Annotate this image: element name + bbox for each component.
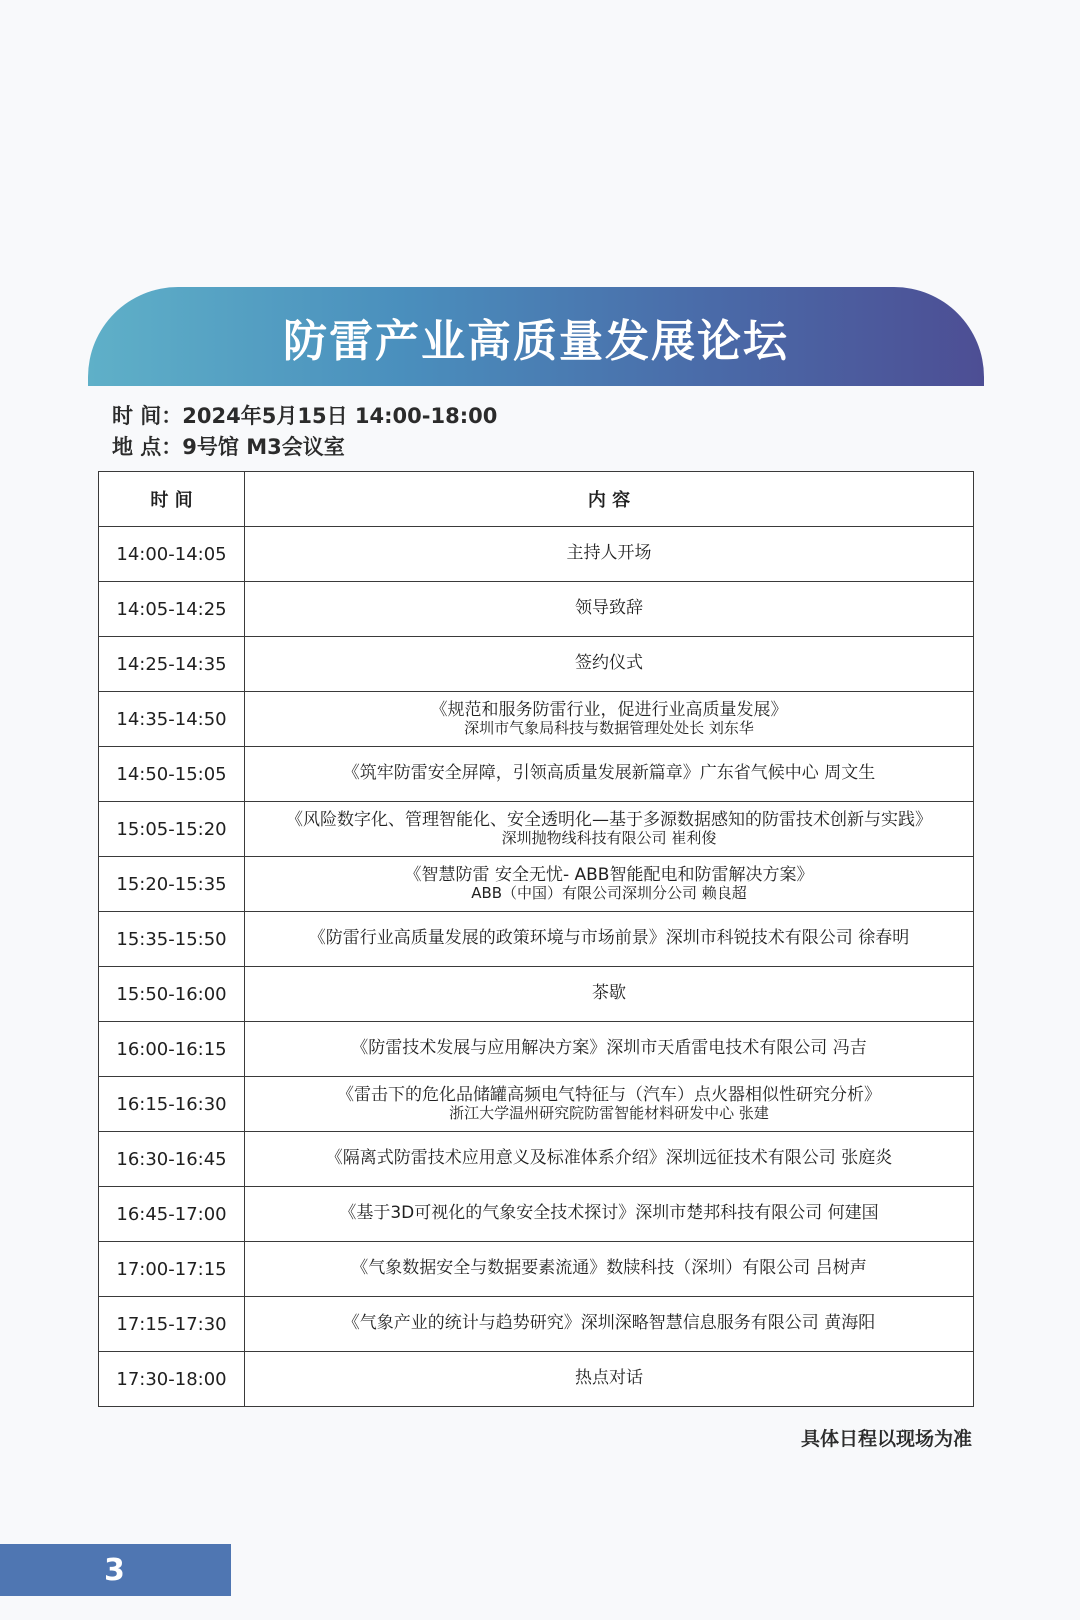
event-time: 时 间：2024年5月15日 14:00-18:00 (112, 404, 498, 428)
table-row (99, 747, 974, 802)
row-content (245, 747, 974, 802)
row-content (245, 527, 974, 582)
row-content-sub: 深圳抛物线科技有限公司 崔利俊 (501, 829, 717, 848)
row-time: 17:00-17:15 (99, 1242, 245, 1297)
table-row (99, 637, 974, 692)
row-time: 14:35-14:50 (99, 692, 245, 747)
table-row (99, 802, 974, 857)
row-content-sub: 深圳市气象局科技与数据管理处处长 刘东华 (464, 719, 754, 738)
row-time: 15:35-15:50 (99, 912, 245, 967)
row-time: 14:05-14:25 (99, 582, 245, 637)
row-content (245, 692, 974, 747)
row-time: 14:00-14:05 (99, 527, 245, 582)
row-content-main: 茶歇 (592, 983, 626, 1004)
event-place: 地 点：9号馆 M3会议室 (112, 435, 345, 459)
table-row (99, 1297, 974, 1352)
table-row (99, 912, 974, 967)
row-content (245, 1077, 974, 1132)
row-time: 17:15-17:30 (99, 1297, 245, 1352)
row-content-main: 领导致辞 (575, 598, 643, 619)
forum-title-banner (88, 287, 984, 386)
row-content-main: 《智慧防雷 安全无忧- ABB智能配电和防雷解决方案》 (404, 864, 814, 885)
row-time: 16:45-17:00 (99, 1187, 245, 1242)
row-time: 17:30-18:00 (99, 1352, 245, 1407)
row-content (245, 1352, 974, 1407)
row-content-main: 《规范和服务防雷行业，促进行业高质量发展》 (430, 699, 788, 720)
row-content-main: 《防雷技术发展与应用解决方案》深圳市天盾雷电技术有限公司 冯吉 (351, 1038, 867, 1059)
row-content (245, 637, 974, 692)
table-row (99, 1022, 974, 1077)
row-time: 15:50-16:00 (99, 967, 245, 1022)
row-content-main: 《筑牢防雷安全屏障，引领高质量发展新篇章》广东省气候中心 周文生 (342, 763, 876, 784)
table-row (99, 967, 974, 1022)
table-row (99, 692, 974, 747)
header-time: 时 间 (99, 472, 245, 527)
row-content (245, 1132, 974, 1187)
row-time: 14:50-15:05 (99, 747, 245, 802)
header-content: 内 容 (245, 472, 974, 527)
page-number-tab (0, 1544, 231, 1596)
table-row (99, 1187, 974, 1242)
table-header-row (99, 472, 974, 527)
row-content-main: 《气象数据安全与数据要素流通》数牍科技（深圳）有限公司 吕树声 (351, 1258, 867, 1279)
row-content (245, 1297, 974, 1352)
row-time: 16:30-16:45 (99, 1132, 245, 1187)
row-content-main: 热点对话 (575, 1368, 643, 1389)
row-time: 15:20-15:35 (99, 857, 245, 912)
row-content-main: 《雷击下的危化品储罐高频电气特征与（汽车）点火器相似性研究分析》 (337, 1084, 881, 1105)
row-time: 16:15-16:30 (99, 1077, 245, 1132)
table-row (99, 1077, 974, 1132)
table-row (99, 582, 974, 637)
table-row (99, 1352, 974, 1407)
row-content-main: 签约仪式 (575, 653, 643, 674)
table-row (99, 1132, 974, 1187)
row-content-main: 《基于3D可视化的气象安全技术探讨》深圳市楚邦科技有限公司 何建国 (339, 1203, 879, 1224)
row-content-main: 《隔离式防雷技术应用意义及标准体系介绍》深圳远征技术有限公司 张庭炎 (325, 1148, 893, 1169)
page-number: 3 (104, 1552, 125, 1588)
row-content (245, 1187, 974, 1242)
row-time: 16:00-16:15 (99, 1022, 245, 1077)
row-content-sub: ABB（中国）有限公司深圳分公司 赖良超 (471, 884, 747, 903)
schedule-note: 具体日程以现场为准 (800, 1428, 972, 1450)
forum-title: 防雷产业高质量发展论坛 (283, 315, 789, 367)
schedule-table (98, 471, 974, 1407)
row-content-main: 《风险数字化、管理智能化、安全透明化—基于多源数据感知的防雷技术创新与实践》 (286, 809, 932, 830)
row-content (245, 857, 974, 912)
row-content (245, 1242, 974, 1297)
row-content (245, 1022, 974, 1077)
row-content (245, 802, 974, 857)
row-content-main: 《防雷行业高质量发展的政策环境与市场前景》深圳市科锐技术有限公司 徐春明 (308, 928, 910, 949)
table-row (99, 857, 974, 912)
row-time: 15:05-15:20 (99, 802, 245, 857)
row-content (245, 582, 974, 637)
row-content-main: 主持人开场 (566, 543, 652, 564)
row-content (245, 967, 974, 1022)
row-content (245, 912, 974, 967)
table-row (99, 527, 974, 582)
table-row (99, 1242, 974, 1297)
row-content-main: 《气象产业的统计与趋势研究》深圳深略智慧信息服务有限公司 黄海阳 (342, 1313, 876, 1334)
row-time: 14:25-14:35 (99, 637, 245, 692)
row-content-sub: 浙江大学温州研究院防雷智能材料研发中心 张建 (449, 1104, 769, 1123)
